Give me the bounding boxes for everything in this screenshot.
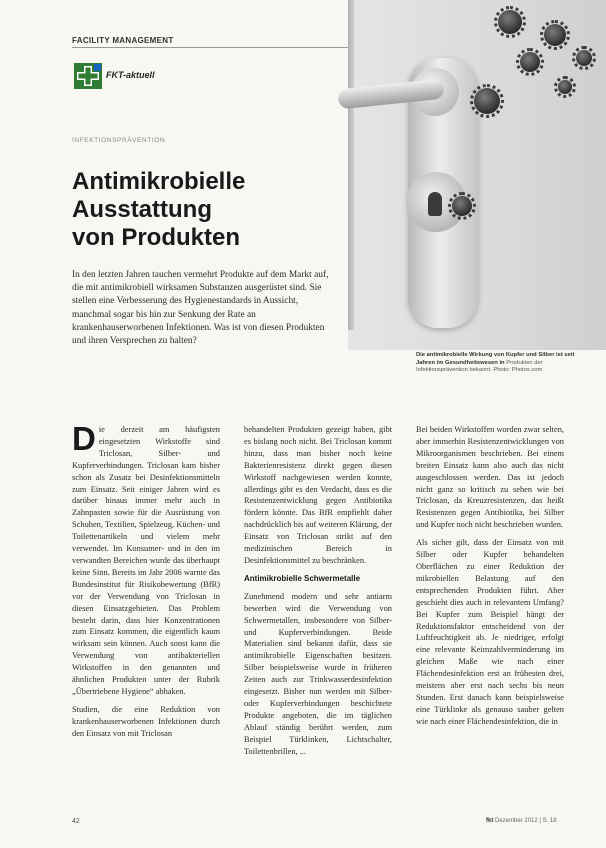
fkt-logo-icon bbox=[74, 63, 102, 89]
page-number: 42 bbox=[72, 818, 80, 825]
door-edge bbox=[348, 0, 354, 330]
issue-info bbox=[486, 818, 557, 824]
keyhole bbox=[428, 192, 442, 216]
caption-bold: Die antimikrobielle Wirkung von Kupfer und Silber ist seit Jahren im Gesundheitswesen in bbox=[416, 352, 575, 366]
body-paragraph: Bei beiden Wirkstoffen worden zwar selten, aber immerhin Resistenzentwicklungen von Mikroorganismen beschrieben. Bei einem breiten Einsatz kann also auch das nicht ausgeschlossen werden. Das ist jedoch nicht ganz so kritisch zu sehen wie bei Triclosan, da Kreuzresistenzen, das heißt Resistenzen gegen Antibiotika, bei Silber und Kupfer noch nicht beschrieben wurden. bbox=[416, 425, 564, 530]
article-lead: In den letzten Jahren tauchen vermehrt Produkte auf dem Markt auf, die mit antimikrobiell wirksamen Substanzen ausgerüstet sind. Sie stellen eine Verbesserung des Hygienestandards in Aussicht, manchmal sogar bis hin zur Senkung der Rate an krankenhauserworbenen Infektionen. Was ist von diesen Produkten und ihren Versprechen zu halten? bbox=[72, 270, 329, 347]
body-paragraph: Als sicher gilt, dass der Einsatz von mit Silber oder Kupfer behandelten Oberflächen zu einer Reduktion der mikrobiellen Belastung auf den entsprechenden Produkten führt. Aber geschieht dies auch in relevantem Umfang? Bei Kupfer zum Beispiel hängt der Reduktionsfaktor entscheidend von der Luftfeuchtigkeit ab. Je niedriger, erfolgt eine relevante Keimzahlverminderung im gleichen Maße wie nach einer Flächendesinfektion erst an frühesten drei, meistens aber erst nach sechs bis neun Stunden. Erst danach kann beispielsweise eine Türklinke als genauso sauber gelten wie nach einer Flächendesinfektion, die in bbox=[416, 538, 564, 726]
virus-icon bbox=[452, 196, 472, 216]
body-paragraph: Zunehmend modern und sehr antiarm bewerben wird die Verwendung von Schwermetallen, insbesondere von Silber- und Kupferverbindungen. Beide Materialien sind bekannt dafür, dass sie antimikrobielle Eigenschaften besitzen. Silber beispielsweise wurde in früheren Zeiten auch zur Trinkwasserdesinfektion eingesetzt. Bisher nun werden mit Silber- oder Kupferverbindungen beschichtete Produkte angeboten, die im täglichen Ablauf ständig berührt werden, zum Beispiel Türklinken, Lichtschalter, Toilettenbrillen, ... bbox=[244, 591, 392, 756]
headline-line: von Produkten bbox=[72, 224, 241, 251]
virus-icon bbox=[498, 10, 522, 34]
caption-text: Produkten der Infektionsprävention bekannt. Photo: Photos.com bbox=[416, 359, 543, 374]
door-handle-photo bbox=[348, 0, 606, 350]
text-column-1 bbox=[72, 420, 220, 740]
headline-line: Ausstattung bbox=[72, 196, 212, 223]
virus-icon bbox=[558, 80, 572, 94]
paragraph-text: ie derzeit am häufigsten eingesetzten Wirkstoffe sind Triclosan, Silber- und Kupferverbindungen. Triclosan kam bisher schon als Zusatz bei Desinfektionsmitteln zum Einsatz. Seit einiger Jahren wird es darüber hinaus immer mehr auch in Zahnpasten sowie für die Ausrüstung von Schuhen, Textilien, Spielzeug, Küchen- und Toilettenartikeln und vielem mehr verwendet. Im Konsumer- und in den im verwandten Bereichen wurde das überhaupt keine Sinn. Bereits im Jahr 2006 warnte das Bundesinstitut für Risikobewertung (BfR) vor der Verwendung von Triclosan in diesen Einsatzgebieten. Das Problem besteht darin, dass hier Konzentrationen zum Einsatz kommen, die eigentlich kaum wirksam sein können. Auch sonst kann die Verwendung von antibakteriellen Wirkstoffen in den genannten und ähnlichen Produkten unter der Rubrik „Übertriebene Hygiene“ abhaken. bbox=[72, 425, 220, 696]
virus-icon bbox=[520, 52, 540, 72]
photo-caption bbox=[416, 352, 586, 375]
text-column-3 bbox=[416, 424, 564, 728]
section-rule bbox=[72, 47, 354, 48]
magazine-name: fkt bbox=[486, 818, 494, 824]
section-label: FACILITY MANAGEMENT bbox=[72, 36, 174, 45]
issue-text: Dezember 2012 | S. 18 bbox=[495, 818, 557, 824]
body-paragraph: Studien, die eine Reduktion von krankenhauserworbenen Infektionen durch den Einsatz von mit Triclosan bbox=[72, 704, 220, 738]
virus-icon bbox=[474, 88, 500, 114]
body-paragraph bbox=[72, 420, 220, 698]
virus-icon bbox=[544, 24, 566, 46]
drop-cap: D bbox=[72, 420, 96, 457]
logo-text: FKT-aktuell bbox=[106, 70, 155, 80]
body-paragraph: behandelten Produkten gezeigt haben, gibt es bislang noch nicht. Bei Triclosan kommt hinzu, dass man bisher noch keine Bakterienresistenz direkt gegen diesen Wirkstoff nachgewiesen werden konnte, allerdings gibt es den Verdacht, dass es die Resistenzentwicklung gegen Antibiotika fördern könnte. Das BfR empfiehlt daher nachdrücklich bis auf weiteren Klärung, der Einsatz von Triclosan strikt auf den medizinischen Bereich in Desinfektionsmittel zu beschränken. bbox=[244, 425, 392, 565]
headline-line: Antimikrobielle bbox=[72, 168, 246, 195]
virus-icon bbox=[576, 50, 592, 66]
subheading: Antimikrobielle Schwermetalle bbox=[244, 573, 361, 583]
text-column-2 bbox=[244, 424, 392, 757]
article-headline bbox=[72, 168, 332, 252]
rubric: INFEKTIONSPRÄVENTION bbox=[72, 137, 166, 144]
